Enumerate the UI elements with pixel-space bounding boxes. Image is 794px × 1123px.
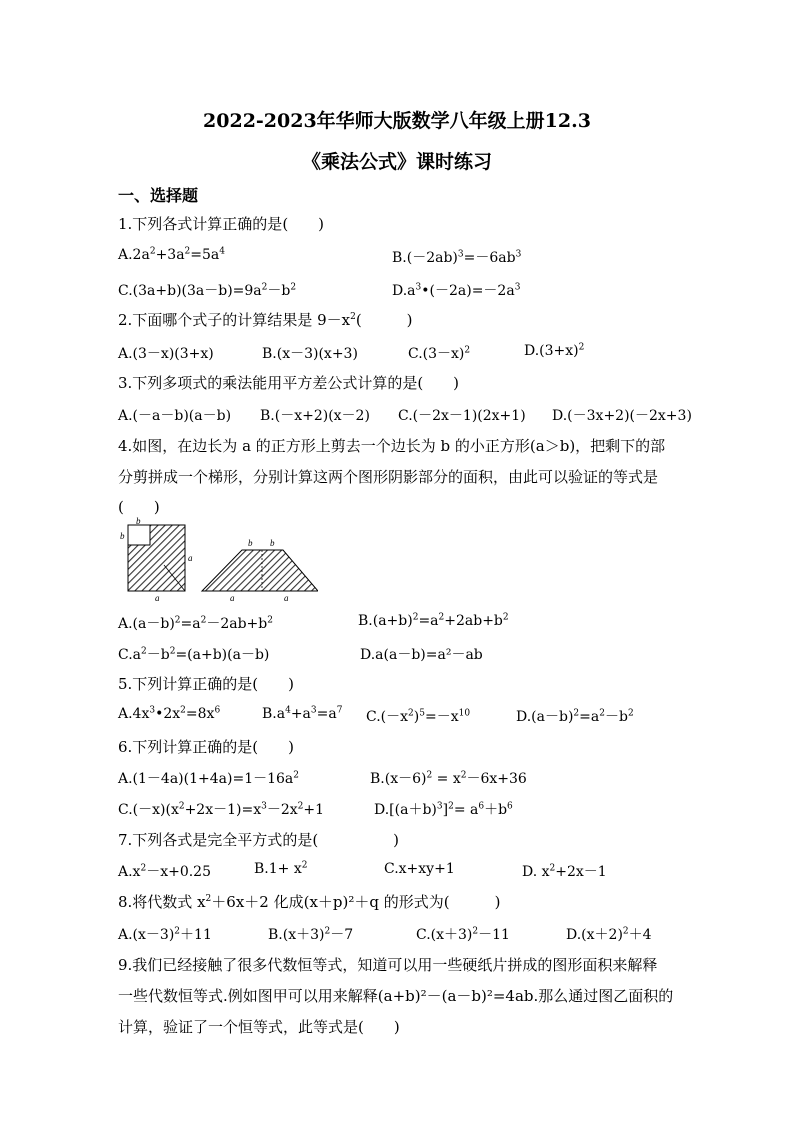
q4-option-b: $B.(a+b)^2=a^2+2ab+b^2$ <box>358 612 509 629</box>
q3-option-a: A.(－a－b)(a－b) <box>118 408 232 424</box>
section-heading: 一、选择题 <box>118 186 199 205</box>
question-5-stem: 5.下列计算正确的是( ) <box>118 675 295 693</box>
label-a-trap-left: a <box>230 593 235 603</box>
q3-option-d: D.(－3x+2)(－2x+3) <box>552 408 692 424</box>
q2-option-c: $C.(3-x)^2$ <box>408 345 471 362</box>
q8-option-b: $B.(x+3)^2-7$ <box>268 926 354 943</box>
question-4-stem-line3: ( ) <box>118 498 160 516</box>
q4-option-a: $A.(a-b)^2=a^2-2ab+b^2$ <box>118 615 273 632</box>
q2-option-b: B.(x－3)(x+3) <box>262 346 358 362</box>
q1-option-a: $A.2a^2+3a^2=5a^4$ <box>118 246 225 263</box>
q7-option-d: D. $x^2+2x-1$ <box>522 863 607 880</box>
question-7-stem: 7.下列各式是完全平方式的是( ) <box>118 831 400 849</box>
question-3-stem: 3.下列多项式的乘法能用平方差公式计算的是( ) <box>118 374 460 392</box>
label-a-trap-right: a <box>284 593 289 603</box>
q8-option-d: $D.(x+2)^2+4$ <box>566 926 652 943</box>
question-2-stem: 2.下面哪个式子的计算结果是 $9-x^2$( ) <box>118 311 413 329</box>
q4-option-d: D.a(a－b)=a²－ab <box>360 647 483 663</box>
label-a-bottom: a <box>155 593 160 603</box>
q3-option-b: B.(－x+2)(x－2) <box>260 408 370 424</box>
question-4-stem-line1: 4.如图，在边长为 a 的正方形上剪去一个边长为 b 的小正方形(a＞b)，把剩下的部 <box>118 437 666 455</box>
q4-option-c: $C.a^2-b^2=(a+b)(a-b)$ <box>118 646 270 663</box>
q7-option-a: $A.x^2-x+0.25$ <box>118 863 212 880</box>
question-9-stem-line1: 9.我们已经接触了很多代数恒等式，知道可以用一些硬纸片拼成的图形面积来解释 <box>118 956 658 974</box>
document-title: 2022-2023年华师大版数学八年级上册12.3 <box>203 110 591 132</box>
question-4-stem-line2: 分剪拼成一个梯形，分别计算这两个图形阴影部分的面积，由此可以验证的等式是 <box>118 468 659 486</box>
q8-option-a: $A.(x-3)^2+11$ <box>118 926 212 943</box>
question-6-stem: 6.下列计算正确的是( ) <box>118 738 295 756</box>
question-9-stem-line3: 计算，验证了一个恒等式，此等式是( ) <box>118 1018 400 1036</box>
q3-option-c: C.(－2x－1)(2x+1) <box>398 408 526 424</box>
label-b-trap-right: b <box>270 538 275 548</box>
q5-option-c: $C.(-x^2)^5=-x^{10}$ <box>366 708 471 725</box>
q1-option-b: $B.(-2ab)^3=-6ab^3$ <box>392 249 522 266</box>
question-9-stem-line2: 一些代数恒等式.例如图甲可以用来解释(a+b)²－(a－b)²=4ab.那么通过图乙面积的 <box>118 987 674 1005</box>
label-b-trap-left: b <box>248 538 253 548</box>
square-trapezoid-figure <box>118 515 318 605</box>
q6-option-d: $D.[(a+b)^3]^2= a^6+b^6$ <box>374 801 513 818</box>
question-1-stem: 1.下列各式计算正确的是( ) <box>118 215 325 233</box>
q8-option-c: $C.(x+3)^2-11$ <box>416 926 510 943</box>
q6-option-c: $C.(-x)(x^2+2x-1)=x^3-2x^2+1$ <box>118 801 325 818</box>
q5-option-b: $B.a^4+a^3=a^7$ <box>262 705 343 722</box>
q2-option-a: A.(3－x)(3+x) <box>118 346 214 362</box>
q5-option-d: $D.(a-b)^2=a^2-b^2$ <box>516 708 634 725</box>
q7-option-b: $B.1+ x^2$ <box>254 860 308 877</box>
label-b-left: b <box>120 531 125 541</box>
q6-option-b: $B.(x-6)^2 = x^2-6x+36$ <box>370 770 527 787</box>
square-figure <box>128 525 185 591</box>
q5-option-a: $A.4x^3•2x^2=8x^6$ <box>118 705 221 722</box>
q7-option-c: C.x+xy+1 <box>384 861 455 877</box>
document-subtitle: 《乘法公式》课时练习 <box>301 151 492 173</box>
label-a-right: a <box>188 553 193 563</box>
q1-option-d: $D.a^3•(-2a)=-2a^3$ <box>392 282 521 299</box>
q1-option-c: $C.(3a+b)(3a-b)=9a^2-b^2$ <box>118 282 297 299</box>
q2-option-d: $D.(3+x)^2$ <box>524 342 585 359</box>
trapezoid-figure <box>202 550 318 591</box>
label-b-top: b <box>136 516 141 526</box>
q6-option-a: $A.(1-4a)(1+4a)=1-16a^2$ <box>118 770 299 787</box>
question-8-stem: 8.将代数式 $x^2+6x+2$ 化成(x＋p)²＋q 的形式为( ) <box>118 893 501 911</box>
